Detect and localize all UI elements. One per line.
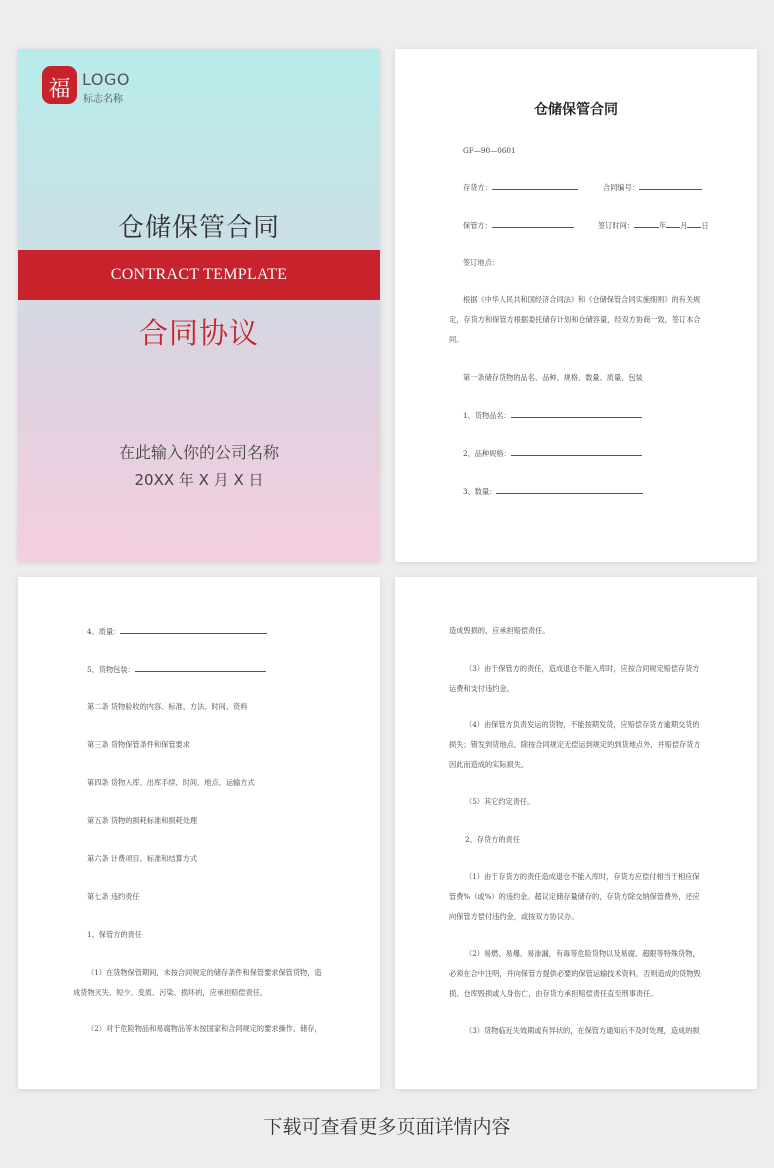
keeper-blank [492,220,574,228]
clause-line: 成货物灭失、短少、变质、污染、损坏的，应承担赔偿责任。 [73,988,268,997]
cover-title: 仓储保管合同 [117,213,280,243]
item-quality-field [87,626,267,637]
cover-company: 在此输入你的公司名称 [118,443,279,462]
logo-glyph: 福 [48,77,71,102]
clause-line: （3）货物临近失效期或有异状的，在保管方通知后不及时处理，造成的损 [465,1026,700,1035]
article-7: 第七条 违约责任 [87,892,140,901]
depositor-blank [492,182,578,190]
clause-line: （1）由于存货方的责任造成退仓不能入库时，存货方应偿付相当于相应保 [465,872,700,881]
clause-line: 造成毁损的，应承担赔偿责任。 [449,626,550,635]
clause-line: 损、仓库毁损或人身伤亡，由存货方承担赔偿责任直至刑事责任。 [449,989,658,998]
clause-line: 损失；错发到货地点，除按合同规定无偿运到规定的到货地点外，并赔偿存货方 [449,740,701,749]
clause-line: （5）其它约定责任。 [465,797,535,806]
clause-line: 运费和支付违约金。 [449,684,514,693]
item-qty-field [463,486,643,497]
sign-time-year: 年 [658,221,667,230]
contract-no-blank [639,182,702,190]
footer-caption: 下载可查看更多页面详情内容 [263,1116,511,1138]
contract-page-3 [18,577,380,1089]
clause-line: （1）在货物保管期间，未按合同规定的储存条件和保管要求保管货物，造 [87,968,322,977]
intro-line: 根据《中华人民共和国经济合同法》和《仓储保管合同实施细则》的有关规 [463,295,701,304]
depositor-field [463,182,578,193]
article-2: 第二条 货物验收的内容、标准、方法、时间、资料 [87,702,248,711]
intro-line: 定，存货方和保管方根据委托储存计划和仓储容量，经双方协商一致，签订本合 [449,315,701,324]
logo-subtitle: 标志名称 [83,94,123,105]
band-text: CONTRACT TEMPLATE [110,266,288,283]
page-title: 仓储保管合同 [534,102,618,118]
depositor-label: 存货方： [463,183,492,192]
contract-no-label: 合同编号： [603,183,639,192]
clause-line: （4）由保管方负责发运的货物，不能按期发货，应赔偿存货方逾期交货的 [465,720,700,729]
item-package-field [87,664,266,675]
item-spec-field [463,448,642,459]
clause-line: （3）由于保管方的责任，造成退仓不能入库时，应按合同规定赔偿存货方 [465,664,700,673]
clause-line: 因此而造成的实际损失。 [449,760,529,769]
keeper-label: 保管方： [463,221,492,230]
contract-page-2 [395,49,757,562]
item-label: 5、货物包装： [87,665,135,674]
item-label: 1、货物品名： [463,411,511,420]
keeper-field [463,220,574,231]
clause-line: 必须在合中注明，并向保管方提供必要的保管运输技术资料，否则造成的货物毁 [449,969,701,978]
clause-line: 管费%（或%）的违约金。超议定储存量储存的，存货方除交纳保管费外，还应 [449,892,700,901]
article-3: 第三条 货物保管条件和保管要求 [87,740,190,749]
article-6: 第六条 计费项目、标准和结算方式 [87,854,198,863]
item-label: 2、品种规格： [463,449,511,458]
cover-page [18,49,380,562]
sign-time-month: 月 [680,221,688,230]
cover-subtitle: 合同协议 [138,316,259,350]
item-label: 4、质量： [87,627,121,636]
logo-text: LOGO [82,70,130,89]
article-1: 第一条储存货物的品名、品种、规格、数量、质量、包装 [463,373,643,382]
clause-line: （2）易燃、易爆、易渗漏，有毒等危险货物以及易腐、超限等特殊货物， [465,949,700,958]
contract-no-field [603,182,702,193]
intro-line: 同。 [449,335,464,344]
sign-place-label: 签订地点： [463,258,499,267]
article-4: 第四条 货物入库、出库手续、时间、地点、运输方式 [87,778,255,787]
logo-fu-icon [42,66,77,104]
cover-date: 20XX 年 X 月 X 日 [134,471,264,489]
clause-line: 向保管方偿付违约金，或按双方协议办。 [449,912,579,921]
clause-line: （2）对于危险物品和易腐物品等未按国家和合同规定的要求操作、储存， [87,1024,322,1033]
contract-code: GF—90—0601 [463,146,516,155]
contract-page-4 [395,577,757,1089]
depositor-resp-heading: 2、存货方的责任 [465,835,520,844]
sign-time-label: 签订时间： [598,221,634,230]
article-5: 第五条 货物的损耗标准和损耗处理 [87,816,198,825]
item-label: 3、数量： [463,487,497,496]
sign-time-day: 日 [701,221,709,230]
cover-red-band [18,250,380,300]
sign-time-field [598,220,709,231]
item-name-field [463,410,642,421]
keeper-resp-heading: 1、保管方的责任 [87,930,142,939]
